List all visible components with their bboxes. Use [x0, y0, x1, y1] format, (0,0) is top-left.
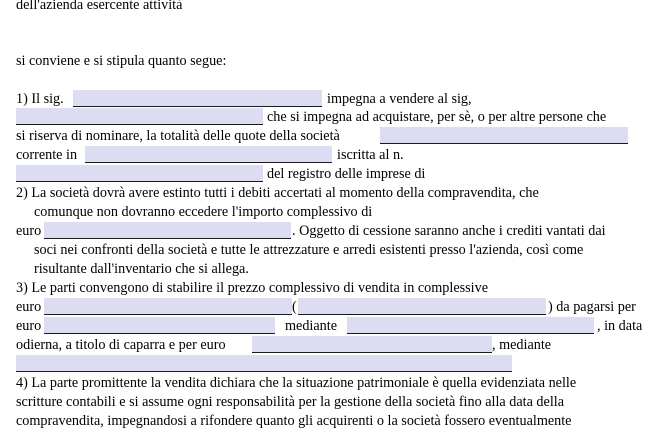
c4-line1: 4) La parte promittente la vendita dichiara che la situazione patrimoniale è quella evidenziata nelle: [16, 375, 577, 391]
balance-amount-field[interactable]: [252, 336, 492, 353]
company-location-field[interactable]: [85, 146, 332, 163]
c4-line3: compravendita, impegnandosi a rifondere quanto gli acquirenti o la società fossero eventualmente: [16, 413, 572, 429]
balance-method-field[interactable]: [16, 355, 512, 372]
company-name-field[interactable]: [380, 127, 628, 144]
c2-line5: risultante dall'inventario che si allega.: [34, 261, 249, 277]
c3-line4-a: odierna, a titolo di caparra e per euro: [16, 337, 226, 353]
c1-line2: che si impegna ad acquistare, per sè, o per altre persone che: [267, 109, 607, 125]
c1-line1-b: impegna a vendere al sig,: [327, 91, 472, 107]
c2-line4: soci nei confronti della società e tutte le attrezzature e arredi esistenti presso l'azienda, così come: [34, 242, 584, 258]
c2-line2: comunque non dovranno eccedere l'importo complessivo di: [34, 204, 373, 220]
total-price-words-field[interactable]: [298, 298, 546, 315]
total-price-field[interactable]: [44, 298, 292, 315]
c3-line3-c: , in data: [597, 318, 643, 334]
c2-line1: 2) La società dovrà avere estinto tutti i debiti accertati al momento della compravendita, che: [16, 185, 539, 201]
buyer-name-field[interactable]: [16, 108, 263, 125]
c2-line3-a: euro: [16, 223, 42, 239]
c3-line2-a: euro: [16, 299, 42, 315]
deposit-amount-field[interactable]: [44, 317, 275, 334]
c1-line4-a: corrente in: [16, 147, 78, 163]
header-partial: dell'azienda esercente attività: [16, 0, 183, 13]
c3-line3-a: euro: [16, 318, 42, 334]
c3-line3-b: mediante: [285, 318, 337, 334]
c4-line2: scritture contabili e si assume ogni responsabilità per la gestione della società fino alla data della: [16, 394, 565, 410]
registration-number-field[interactable]: [16, 165, 263, 182]
c3-line2-c: ) da pagarsi per: [548, 299, 636, 315]
c3-line4-b: , mediante: [492, 337, 552, 353]
intro-text: si conviene e si stipula quanto segue:: [16, 53, 227, 69]
c1-line1-a: 1) Il sig.: [16, 91, 64, 107]
c3-line2-b: (: [292, 299, 297, 315]
c3-line1: 3) Le parti convengono di stabilire il prezzo complessivo di vendita in complessive: [16, 280, 489, 296]
c1-line3: si riserva di nominare, la totalità delle quote della società: [16, 128, 340, 144]
c1-line4-b: iscritta al n.: [337, 147, 404, 163]
seller-name-field[interactable]: [73, 90, 322, 107]
c2-line3-b: . Oggetto di cessione saranno anche i crediti vantati dai: [292, 223, 606, 239]
debt-amount-field[interactable]: [44, 222, 291, 239]
c1-line5: del registro delle imprese di: [267, 166, 426, 182]
deposit-method-field[interactable]: [347, 317, 594, 334]
